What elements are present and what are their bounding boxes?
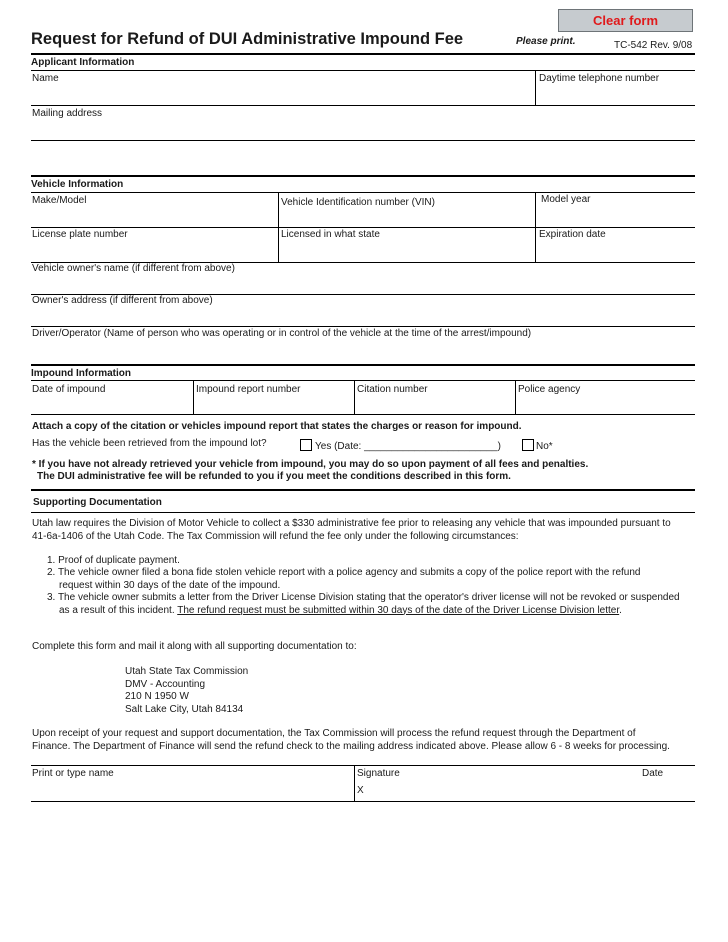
signature-field-label[interactable]: Signature: [357, 768, 400, 779]
retrieval-footnote-line-2: The DUI administrative fee will be refunded to you if you meet the conditions described in this form.: [37, 471, 511, 482]
deadline-period: .: [619, 604, 622, 616]
form-title: Request for Refund of DUI Administrative Impound Fee: [31, 30, 464, 48]
date-field-label[interactable]: Date: [642, 768, 664, 779]
closing-paragraph: Upon receipt of your request and support documentation, the Tax Commission will process the refund request through the Department of Finance. The Department of Finance will send the refund check to the mailing address indicated above. Please allow 6 - 8 weeks for processing.: [32, 728, 670, 752]
supporting-section-heading: Supporting Documentation: [33, 497, 162, 508]
impound-report-number-field-label[interactable]: Impound report number: [196, 384, 301, 395]
owner-address-rule: [31, 326, 695, 327]
mailing-address-field-label[interactable]: Mailing address: [32, 108, 103, 119]
mail-instruction: Complete this form and mail it along with all supporting documentation to:: [32, 641, 357, 652]
model-year-field-label[interactable]: Model year: [541, 194, 591, 205]
circumstance-item-1: 1. Proof of duplicate payment.: [47, 555, 180, 566]
citation-number-field-label[interactable]: Citation number: [357, 384, 428, 395]
expiration-date-field-label[interactable]: Expiration date: [539, 229, 606, 240]
yes-checkbox[interactable]: [300, 439, 312, 451]
make-model-field-label[interactable]: Make/Model: [32, 195, 87, 206]
address-line-1: Utah State Tax Commission: [125, 666, 249, 677]
print-name-field-label[interactable]: Print or type name: [32, 768, 114, 779]
driver-operator-field-label[interactable]: Driver/Operator (Name of person who was operating or in control of the vehicle at the time of the arrest/impound): [32, 328, 532, 339]
report-number-divider: [193, 380, 194, 414]
vin-field-label[interactable]: Vehicle Identification number (VIN): [281, 197, 435, 208]
form-number: TC-542 Rev. 9/08: [614, 40, 693, 51]
deadline-underlined-text: The refund request must be submitted within 30 days of the date of the Driver License Division letter: [177, 604, 620, 616]
phone-divider: [535, 70, 536, 105]
circumstance-item-2: 2. The vehicle owner filed a bona fide stolen vehicle report with a police agency and submits a copy of the police report with the refund request within 30 days of the date of the impound.: [47, 567, 641, 591]
retrieved-question: Has the vehicle been retrieved from the impound lot?: [32, 438, 267, 449]
yes-option-label: Yes (Date: ________________________): [315, 441, 501, 452]
circumstance-item-3-text: 3. The vehicle owner submits a letter from the Driver License Division stating that the operator's driver license will not be revoked or suspended as a result of this incident.: [47, 592, 680, 616]
clear-form-button[interactable]: Clear form: [558, 9, 693, 32]
police-agency-field-label[interactable]: Police agency: [518, 384, 581, 395]
signature-x-mark: X: [357, 785, 364, 796]
impound-row-rule: [31, 414, 695, 415]
citation-number-divider: [354, 380, 355, 414]
owner-name-field-label[interactable]: Vehicle owner's name (if different from above): [32, 263, 235, 274]
signature-bottom-rule: [31, 801, 695, 802]
impound-heading-rule: [31, 380, 695, 381]
address-line-2: DMV - Accounting: [125, 678, 206, 690]
owner-address-field-label[interactable]: Owner's address (if different from above): [32, 295, 213, 306]
applicant-bottom-rule: [31, 175, 695, 177]
supporting-heading-rule: [31, 512, 695, 513]
name-row-rule: [31, 105, 695, 106]
applicant-section-heading: Applicant Information: [31, 57, 135, 68]
vehicle-bottom-rule: [31, 364, 695, 366]
vehicle-section-heading: Vehicle Information: [31, 179, 124, 190]
address-line-3: 210 N 1950 W: [125, 691, 189, 702]
header-rule: [31, 53, 695, 55]
please-print-note: Please print.: [516, 36, 576, 47]
signature-top-rule: [31, 765, 695, 766]
no-checkbox[interactable]: [522, 439, 534, 451]
mailing-address-rule: [31, 140, 695, 141]
circumstance-item-3: [47, 592, 687, 617]
licensed-state-field-label[interactable]: Licensed in what state: [281, 229, 380, 240]
mailing-address-block: [125, 666, 425, 716]
name-field-label[interactable]: Name: [32, 73, 59, 84]
address-line-4: Salt Lake City, Utah 84134: [125, 703, 244, 715]
phone-field-label[interactable]: Daytime telephone number: [539, 73, 660, 84]
impound-date-field-label[interactable]: Date of impound: [32, 384, 106, 395]
impound-section-heading: Impound Information: [31, 368, 131, 379]
license-plate-field-label[interactable]: License plate number: [32, 229, 128, 240]
attach-copy-note: Attach a copy of the citation or vehicles impound report that states the charges or reason for impound.: [32, 421, 522, 432]
no-option-label: No*: [536, 441, 553, 452]
retrieval-footnote-line-1: * If you have not already retrieved your vehicle from impound, you may do so upon payment of all fees and penalties.: [32, 459, 589, 470]
supporting-intro-paragraph: Utah law requires the Division of Motor Vehicle to collect a $330 administrative fee prior to releasing any vehicle that was impounded pursuant to 41-6a-1406 of the Utah Code. The Tax Commission will refund the fee only under the following circumstances:: [32, 518, 671, 542]
police-agency-divider: [515, 380, 516, 414]
impound-bottom-rule: [31, 489, 695, 491]
signature-divider: [354, 765, 355, 801]
applicant-heading-rule: [31, 70, 695, 71]
vehicle-heading-rule: [31, 192, 695, 193]
make-row-rule: [31, 227, 695, 228]
